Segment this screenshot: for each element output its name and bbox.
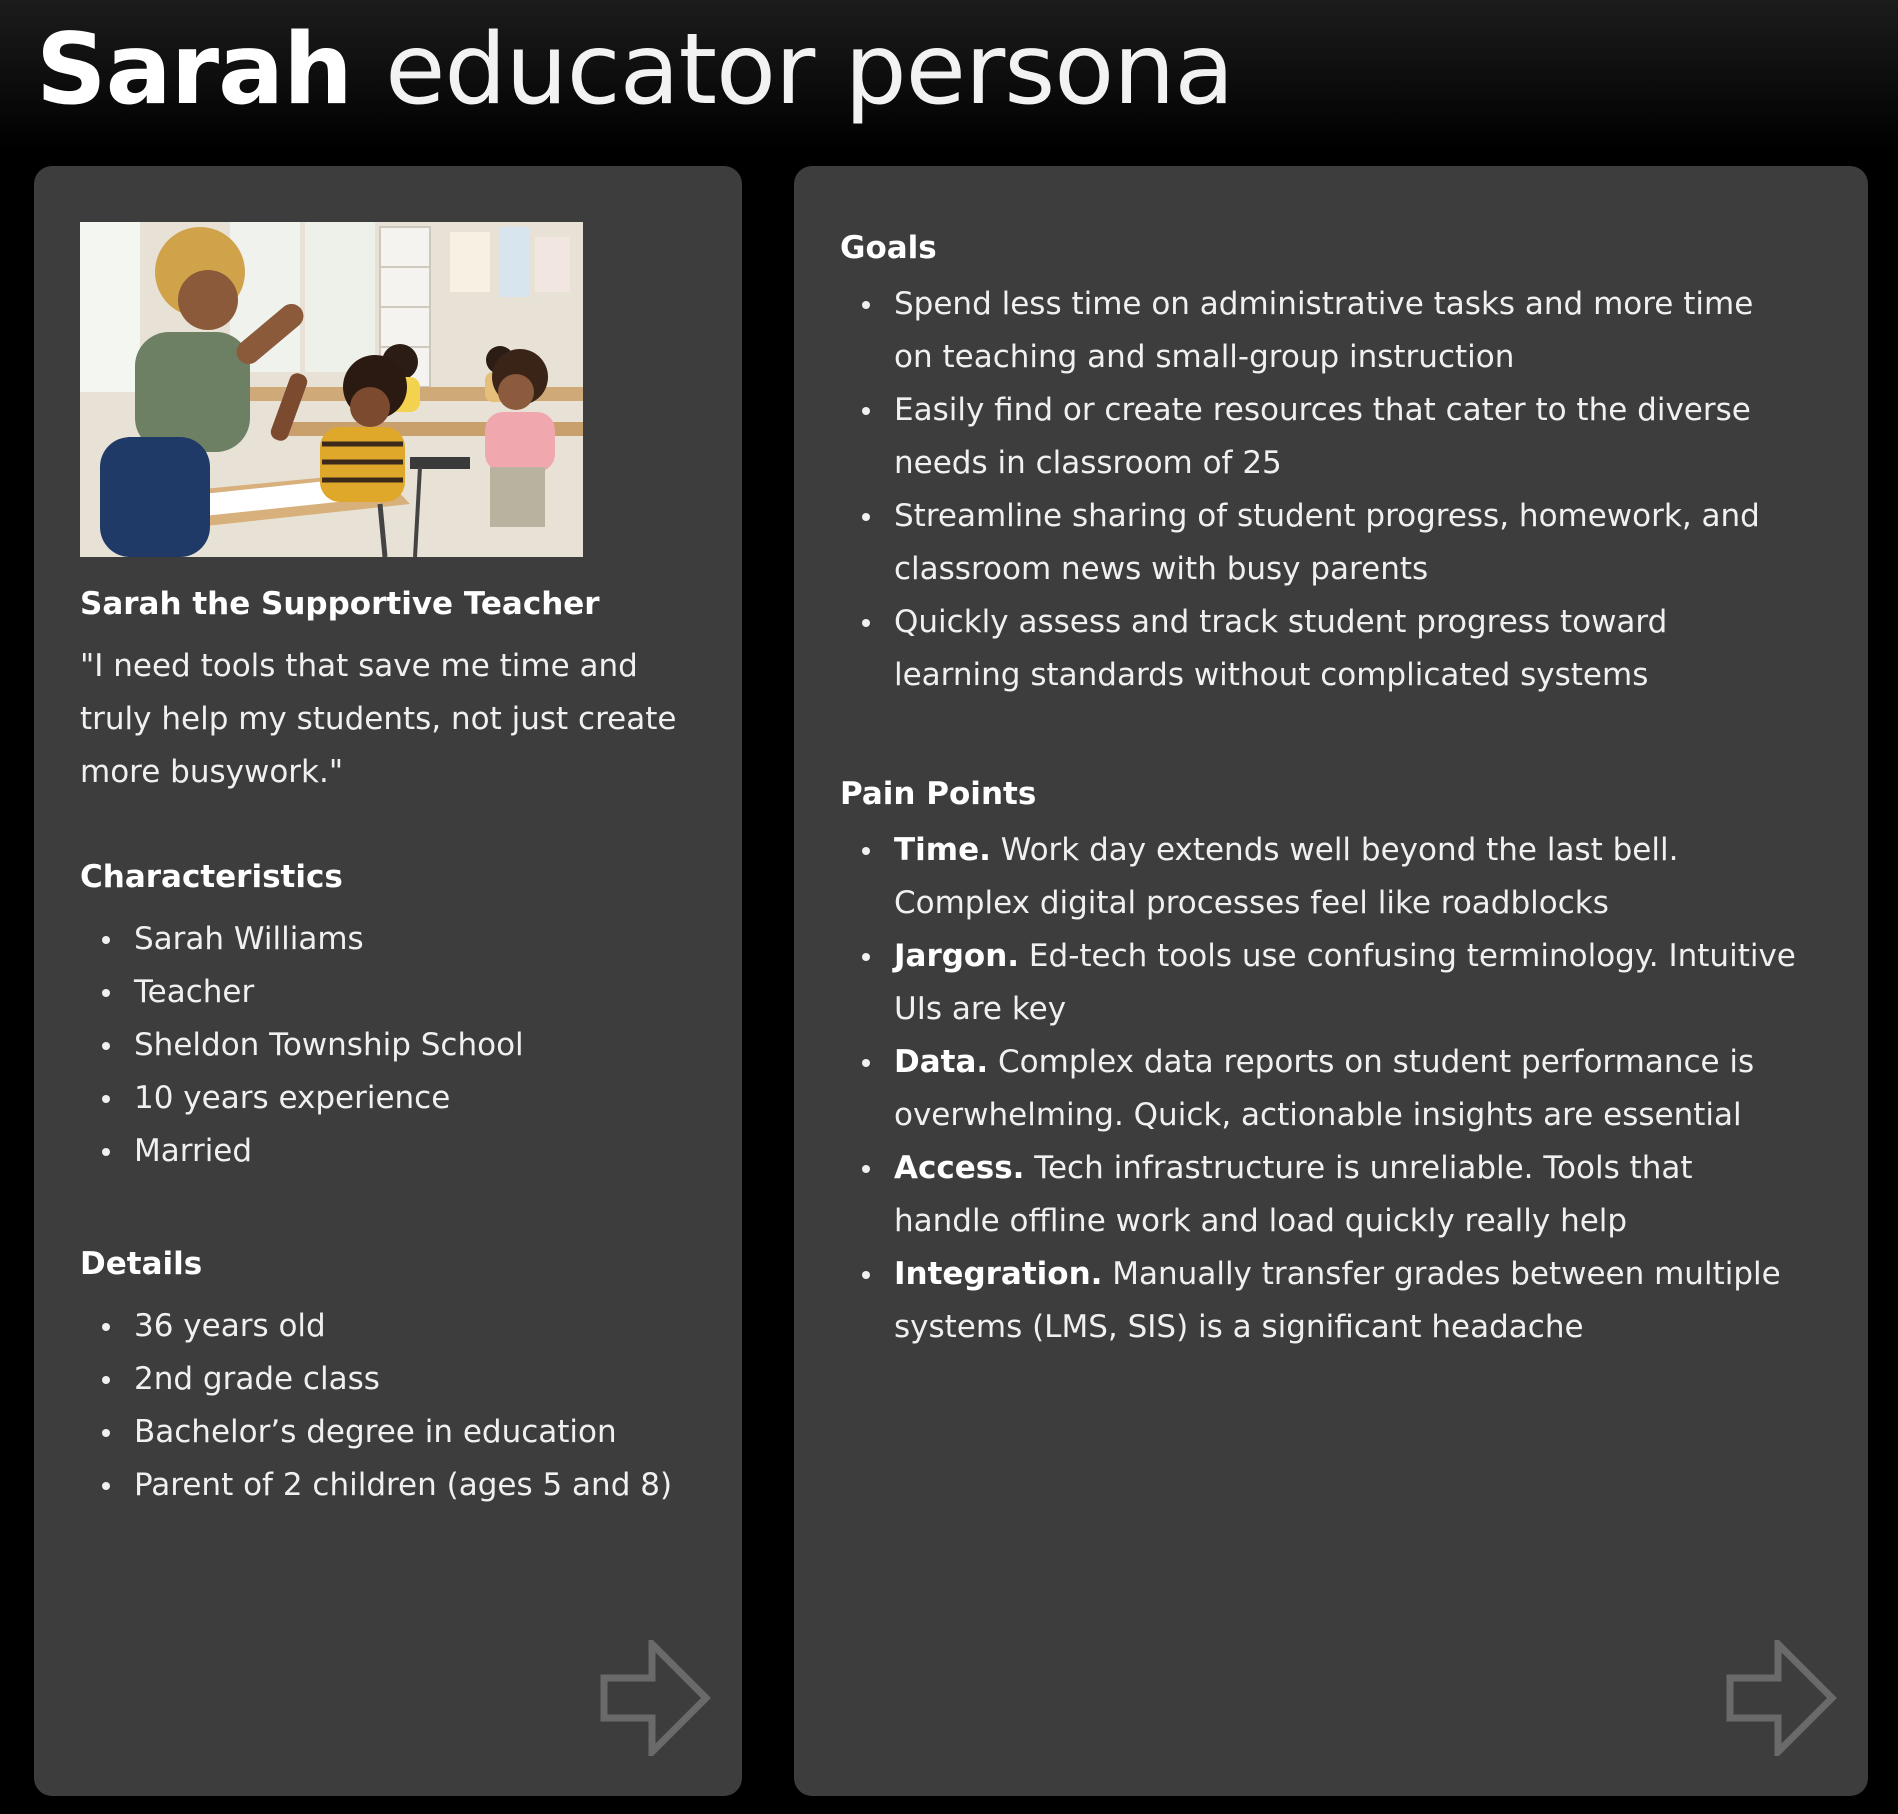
- characteristics-heading: Characteristics: [80, 859, 343, 895]
- list-item: [840, 1142, 1800, 1248]
- arrow-right-outline-icon[interactable]: [600, 1640, 712, 1756]
- list-item: [840, 930, 1800, 1036]
- list-item: Quickly assess and track student progress toward learning standards without complicated systems: [840, 596, 1800, 702]
- details-heading: Details: [80, 1246, 203, 1282]
- pain-points-list: [840, 824, 1800, 1354]
- pain-point-text: Complex data reports on student performance is overwhelming. Quick, actionable insights are essential: [894, 1044, 1755, 1133]
- list-item: Teacher: [80, 966, 720, 1019]
- list-item: Streamline sharing of student progress, homework, and classroom news with busy parents: [840, 490, 1800, 596]
- list-item: Easily find or create resources that cater to the diverse needs in classroom of 25: [840, 384, 1800, 490]
- pain-point-term: Access.: [894, 1150, 1025, 1186]
- details-list: [80, 1300, 720, 1512]
- arrow-right-outline-icon[interactable]: [1726, 1640, 1838, 1756]
- profile-card: [34, 166, 742, 1796]
- teacher-photo: [80, 222, 583, 557]
- list-item: Parent of 2 children (ages 5 and 8): [80, 1459, 720, 1512]
- pain-point-text: Tech infrastructure is unreliable. Tools that handle offline work and load quickly really help: [894, 1150, 1693, 1239]
- list-item: [840, 1036, 1800, 1142]
- list-item: 2nd grade class: [80, 1353, 720, 1406]
- page-title-name: Sarah: [36, 13, 352, 127]
- list-item: Sheldon Township School: [80, 1019, 720, 1072]
- pain-point-term: Time.: [894, 832, 991, 868]
- list-item: Married: [80, 1125, 720, 1178]
- pain-point-term: Integration.: [894, 1256, 1103, 1292]
- page-title-subtitle: educator persona: [385, 13, 1234, 127]
- persona-name: Sarah the Supportive Teacher: [80, 586, 600, 622]
- characteristics-list: [80, 913, 720, 1178]
- list-item: 36 years old: [80, 1300, 720, 1353]
- list-item: [840, 1248, 1800, 1354]
- goals-pain-card: [794, 166, 1868, 1796]
- pain-point-term: Data.: [894, 1044, 989, 1080]
- pain-point-text: Manually transfer grades between multiple systems (LMS, SIS) is a significant headache: [894, 1256, 1781, 1345]
- goals-list: [840, 278, 1800, 702]
- list-item: Spend less time on administrative tasks and more time on teaching and small-group instruction: [840, 278, 1800, 384]
- list-item: 10 years experience: [80, 1072, 720, 1125]
- pain-point-text: Ed-tech tools use confusing terminology. Intuitive UIs are key: [894, 938, 1796, 1027]
- page-title: [36, 0, 1233, 140]
- goals-heading: Goals: [840, 230, 937, 266]
- pain-points-heading: Pain Points: [840, 776, 1037, 812]
- pain-point-term: Jargon.: [894, 938, 1020, 974]
- pain-point-text: Work day extends well beyond the last bell. Complex digital processes feel like roadblocks: [894, 832, 1679, 921]
- list-item: Sarah Williams: [80, 913, 720, 966]
- list-item: [840, 824, 1800, 930]
- list-item: Bachelor’s degree in education: [80, 1406, 720, 1459]
- persona-quote: "I need tools that save me time and truly help my students, not just create more busywork.": [80, 648, 677, 790]
